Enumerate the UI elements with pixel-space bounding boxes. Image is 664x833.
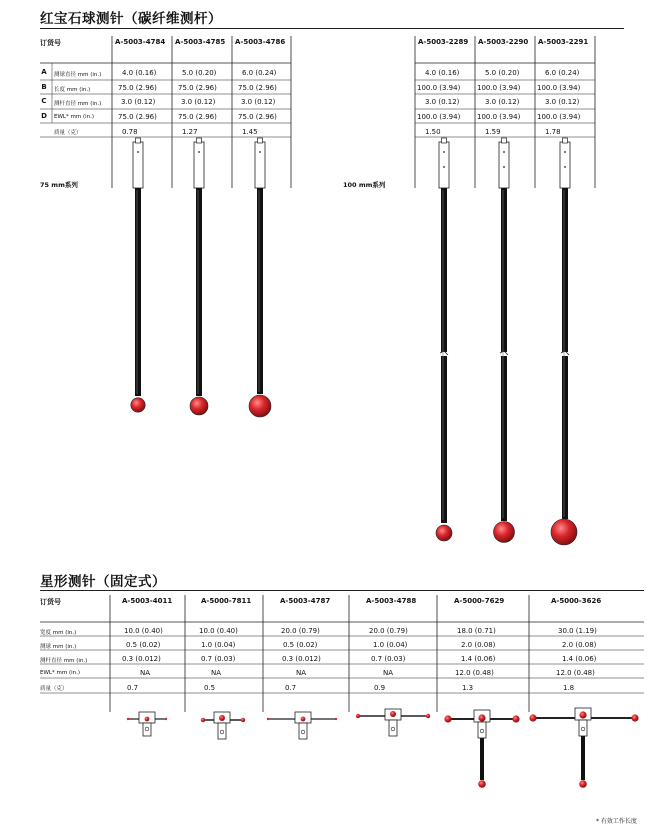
product-code: A-5000-7629 (454, 597, 505, 605)
spec-value: 1.4 (0.06) (461, 655, 496, 663)
row-letter: C (41, 97, 47, 105)
spec-value: 3.0 (0.12) (485, 98, 520, 106)
stylus-75-2 (190, 138, 208, 415)
spec-value: 0.5 (0.02) (126, 641, 161, 649)
product-code: A-5003-2291 (538, 38, 589, 46)
spec-value: 2.0 (0.08) (461, 641, 496, 649)
row-label: 测球直径 mm (in.) (54, 72, 102, 78)
row-label: 长度 mm (in.) (54, 87, 91, 93)
row-label: 质量（克） (40, 686, 68, 692)
spec-value: NA (140, 669, 151, 677)
spec-value: 6.0 (0.24) (242, 69, 277, 77)
product-code: A-5003-4788 (366, 597, 417, 605)
spec-value: 20.0 (0.79) (369, 627, 408, 635)
row-label: 测杆直径 mm (in.) (54, 101, 102, 107)
stylus-100-2 (494, 138, 515, 543)
stylus-100-1 (436, 138, 452, 541)
spec-value: NA (383, 669, 394, 677)
product-code: A-5003-4786 (235, 38, 286, 46)
spec-value: 30.0 (1.19) (558, 627, 597, 635)
row-label: 测杆直径 mm (in.) (40, 658, 88, 664)
order-number-label: 订货号 (40, 598, 61, 606)
spec-value: 75.0 (2.96) (178, 113, 217, 121)
spec-value: 3.0 (0.12) (181, 98, 216, 106)
spec-value: 3.0 (0.12) (545, 98, 580, 106)
spec-value: 2.0 (0.08) (562, 641, 597, 649)
stylus-75-1 (131, 138, 145, 412)
spec-value: 75.0 (2.96) (118, 113, 157, 121)
spec-value: 0.5 (204, 684, 216, 692)
spec-value: 0.7 (285, 684, 297, 692)
spec-value: 3.0 (0.12) (241, 98, 276, 106)
spec-value: 1.4 (0.06) (562, 655, 597, 663)
spec-value: 12.0 (0.48) (455, 669, 494, 677)
product-code: A-5003-2289 (418, 38, 469, 46)
row-letter: B (41, 83, 47, 91)
series-75-label: 75 mm系列 (40, 181, 78, 189)
spec-value: 100.0 (3.94) (537, 84, 581, 92)
star-stylus-6 (529, 708, 638, 788)
product-code: A-5000-7811 (201, 597, 252, 605)
order-number-label: 订货号 (40, 39, 61, 47)
row-label: EWL* mm (in.) (40, 670, 80, 676)
spec-value: 4.0 (0.16) (425, 69, 460, 77)
spec-value: 6.0 (0.24) (545, 69, 580, 77)
spec-value: 0.9 (374, 684, 386, 692)
spec-value: 1.0 (0.04) (373, 641, 408, 649)
spec-value: 0.7 (0.03) (371, 655, 406, 663)
spec-value: 10.0 (0.40) (199, 627, 238, 635)
spec-value: 1.0 (0.04) (201, 641, 236, 649)
row-label: EWL* mm (in.) (54, 114, 94, 120)
spec-value: 100.0 (3.94) (477, 113, 521, 121)
spec-value: 1.78 (545, 128, 561, 136)
section1-title: 红宝石球测针（碳纤维测杆） (40, 11, 222, 27)
spec-value: NA (211, 669, 222, 677)
stylus-100-3 (551, 138, 577, 545)
spec-value: 0.3 (0.012) (122, 655, 161, 663)
star-stylus-3 (267, 712, 337, 739)
spec-value: 0.3 (0.012) (282, 655, 321, 663)
spec-value: NA (296, 669, 307, 677)
row-label: 测球 mm (in.) (40, 644, 77, 650)
product-code: A-5003-4784 (115, 38, 166, 46)
footnote: * 有效工作长度 (596, 818, 637, 825)
star-stylus-1 (127, 712, 167, 736)
row-letter: D (41, 112, 47, 120)
section2-title: 星形测针（固定式） (40, 574, 166, 590)
spec-value: 100.0 (3.94) (417, 84, 461, 92)
spec-value: 1.59 (485, 128, 501, 136)
spec-value: 100.0 (3.94) (537, 113, 581, 121)
stylus-75-3 (249, 138, 271, 417)
row-label: 宽度 mm (in.) (40, 630, 77, 636)
star-stylus-2 (201, 712, 245, 739)
product-code: A-5003-2290 (478, 38, 529, 46)
star-stylus-4 (356, 709, 430, 736)
spec-value: 20.0 (0.79) (281, 627, 320, 635)
spec-value: 75.0 (2.96) (238, 113, 277, 121)
spec-value: 0.5 (0.02) (283, 641, 318, 649)
spec-value: 4.0 (0.16) (122, 69, 157, 77)
product-code: A-5003-4787 (280, 597, 331, 605)
row-letter: A (41, 68, 47, 76)
spec-value: 1.50 (425, 128, 441, 136)
spec-value: 0.7 (0.03) (201, 655, 236, 663)
spec-value: 0.7 (127, 684, 139, 692)
spec-value: 10.0 (0.40) (124, 627, 163, 635)
spec-value: 100.0 (3.94) (417, 113, 461, 121)
spec-value: 12.0 (0.48) (556, 669, 595, 677)
spec-value: 5.0 (0.20) (182, 69, 217, 77)
table-grid (40, 36, 644, 712)
spec-value: 75.0 (2.96) (238, 84, 277, 92)
spec-value: 1.27 (182, 128, 198, 136)
series-100-label: 100 mm系列 (343, 181, 386, 189)
product-code: A-5003-4011 (122, 597, 173, 605)
spec-value: 18.0 (0.71) (457, 627, 496, 635)
spec-value: 1.8 (563, 684, 575, 692)
product-code: A-5003-4785 (175, 38, 226, 46)
spec-value: 3.0 (0.12) (425, 98, 460, 106)
spec-value: 75.0 (2.96) (118, 84, 157, 92)
spec-value: 1.45 (242, 128, 258, 136)
star-stylus-5 (444, 710, 519, 788)
spec-value: 3.0 (0.12) (121, 98, 156, 106)
product-code: A-5000-3626 (551, 597, 602, 605)
spec-value: 0.78 (122, 128, 138, 136)
row-label: 质量（克） (54, 130, 82, 136)
spec-value: 1.3 (462, 684, 474, 692)
spec-value: 75.0 (2.96) (178, 84, 217, 92)
spec-value: 5.0 (0.20) (485, 69, 520, 77)
spec-value: 100.0 (3.94) (477, 84, 521, 92)
